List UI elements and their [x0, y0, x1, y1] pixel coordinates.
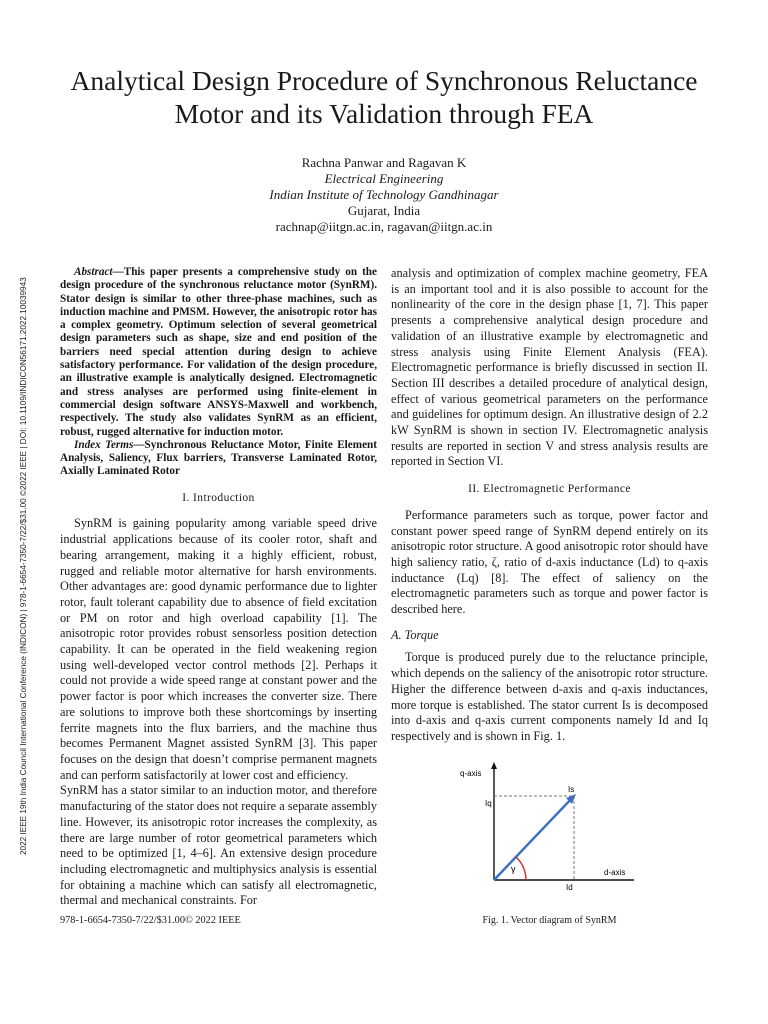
abstract-lead: Abstract — [74, 266, 113, 278]
footer: 978-1-6654-7350-7/22/$31.00© 2022 IEEE — [60, 915, 241, 926]
intro-paragraph-2: SynRM has a stator similar to an induction motor, and therefore manufacturing of the stator does not require a separate assembly line. However, its anisotropic rotor increases the complexity, as there are large number of rotor geometrical parameters which need to be optimized [1, 4–6]. An extensive design procedure including electromagnetic and multiphysics analysis is essential for obtaining a machine which can satisfy all electromagnetic, thermal and mechanical constraints. For — [60, 783, 377, 908]
paper-title: Analytical Design Procedure of Synchronous Reluctance Motor and its Validation through FEA — [70, 65, 698, 129]
is-label: Is — [568, 785, 575, 794]
q-axis-arrow-icon — [491, 762, 497, 769]
institute: Indian Institute of Technology Gandhinagar — [269, 187, 499, 202]
intro-heading: I. Introduction — [182, 491, 255, 504]
id-label: Id — [566, 883, 573, 892]
abstract-text: —This paper presents a comprehensive study on the design procedure of the synchronous reluctance motor (SynRM). Stator design is similar to other three-phase machines, such as induction machine and PMSM. However, the anisotropic rotor has a complex geometry. Optimum selection of several geometrical design parameters such as shape, size and end position of the barriers need special attention during design to achieve satisfactory performance. For validation of the design procedure, an illustrative example is analytically designed. Electromagnetic and stress analyses are performed using finite-element in commercial design software ANSYS-Maxwell and workbench, respectively. The study also validates SynRM as an efficient, robust, rugged alternative for induction motor. — [60, 266, 377, 438]
emails: rachnap@iitgn.ac.in, ragavan@iitgn.ac.in — [275, 219, 493, 234]
side-note-text: 2022 IEEE 19th India Council International Conference (INDICON) | 978-1-6654-7350-7/22/$31.00 ©2022 IEEE | DOI: 10.1109/INDICON56171.2022.10039943 — [19, 277, 28, 855]
torque-paragraph: Torque is produced purely due to the reluctance principle, which depends on the saliency of the anisotropic rotor structure. Higher the difference between d-axis and q-axis inductances, more torque is established. The stator current Is is decomposed into d-axis and q-axis current components namely Id and Iq respectively and is shown in Fig. 1. — [391, 650, 708, 743]
figure-caption: Fig. 1. Vector diagram of SynRM — [482, 915, 617, 926]
author-names: Rachna Panwar and Ragavan K — [301, 155, 467, 170]
index-terms-text: —Synchronous Reluctance Motor, Finite Element Analysis, Saliency, Flux barriers, Transverse Laminated Rotor, Axially Laminated Rotor — [60, 438, 377, 478]
left-column — [60, 266, 377, 909]
iq-label: Iq — [485, 799, 492, 808]
abstract — [60, 266, 377, 439]
department: Electrical Engineering — [324, 171, 444, 186]
location: Gujarat, India — [347, 203, 421, 218]
gamma-label: γ — [511, 864, 516, 874]
author-block — [40, 155, 728, 235]
right-column — [391, 266, 708, 745]
q-axis-label: q-axis — [460, 769, 482, 778]
d-axis-label: d-axis — [604, 868, 626, 877]
side-copyright-note — [11, 175, 27, 855]
torque-heading: A. Torque — [391, 627, 439, 642]
vector-diagram — [458, 760, 638, 900]
index-terms — [60, 439, 377, 479]
intro-paragraph-1: SynRM is gaining popularity among variable speed drive industrial applications because of its cooler rotor, shaft and bearing arrangement, making it a highly efficient, robust, rugged and reliable motor alternative for harsh environments. Other advantages are: good dynamic performance due to lighter rotor, fault tolerant capability due to absence of field excitation or PM on rotor and high overload capability [1]. The anisotropic rotor provides robust sensorless position detection capability. It can be operated in the field weakening region using well-developed vector control methods [2]. Perhaps it could not provide a wide speed range at constant power and the power factor is poor which increases the converter size. There are solutions to improve both these shortcomings by inserting ferrite magnets into the flux barriers, and the machine thus becomes Permanent Magnet assisted SynRM [3]. This paper focuses on the design that doesn’t comprise permanent magnets and can perform satisfactorily at lower cost and efficiency. — [60, 516, 377, 782]
em-heading: II. Electromagnetic Performance — [468, 483, 631, 496]
right-paragraph-1: analysis and optimization of complex machine geometry, FEA is an important tool and it is also possible to account for the nonlinearity of the core in the design phase [1, 7]. This paper presents a comprehensive analytical design procedure and validation of an illustrative example by electromagnetic and stress analysis using Finite Element Analysis (FEA). Electromagnetic performance is briefly discussed in section II. Section III describes a detailed procedure of analytical design, effect of various geometrical parameters on the performance and guidelines for optimum design. An illustrative design of 2.2 kW SynRM is shown in section IV. Electromagnetic analysis results are reported in section V and stress analysis results are reported in Section VI. — [391, 266, 708, 469]
vector-is — [494, 796, 574, 880]
em-paragraph: Performance parameters such as torque, power factor and constant power speed range of SynRM depend entirely on its anisotropic rotor structure. A good anisotropic rotor should have high saliency ratio, ζ, ratio of d-axis inductance (Ld) to q-axis inductance (Lq) [8]. The effect of saliency on the electromagnetic parameters such as torque and power factor is described here. — [391, 507, 708, 617]
gamma-arc — [516, 857, 526, 880]
index-terms-lead: Index Terms — [74, 438, 134, 451]
